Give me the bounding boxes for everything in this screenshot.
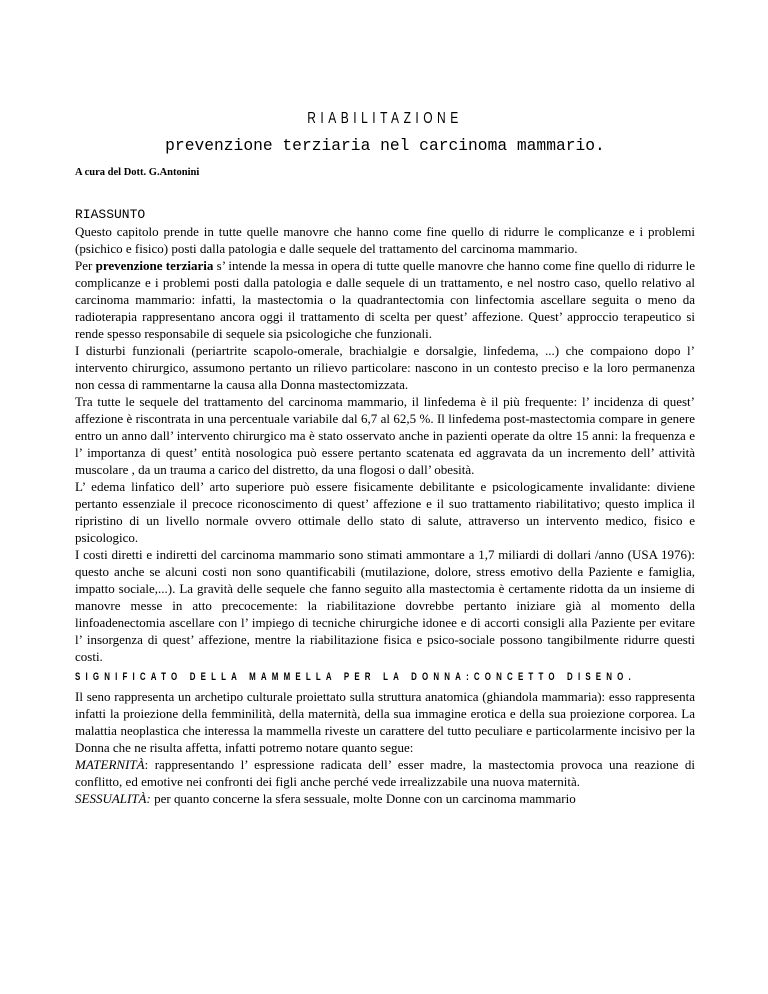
paragraph-8-label: MATERNITÀ bbox=[75, 757, 145, 772]
section-heading-riassunto: RIASSUNTO bbox=[75, 207, 146, 222]
paragraph-4: Tra tutte le sequele del trattamento del carcinoma mammario, il linfedema è il più frequente: l’ incidenza di quest’ affezione è riscontrata in una percentuale variabile dal 6,7 al 62,5 %. Il linfedema post-mastectomia compare in genere entro un anno dall’ intervento chirurgico ma è stato osservato anche in pazienti operate da oltre 15 anni: la frequenza e l’ importanza di quest’ entità nosologica può essere pertanto scatenata ed aggravata da un incremento dell’ attività muscolare , da un trauma a carico del distretto, da una flogosi o dall’ obesità. bbox=[75, 394, 695, 477]
paragraph-2-bold-term: prevenzione terziaria bbox=[95, 258, 214, 273]
paragraph-1: Questo capitolo prende in tutte quelle manovre che hanno come fine quello di ridurre le complicanze e i problemi (psichico e fisico) posti dalla patologia e dalle sequele del trattamento del carcinoma mammario. bbox=[75, 224, 695, 256]
paragraph-9-text: per quanto concerne la sfera sessuale, molte Donne con un carcinoma mammario bbox=[150, 791, 576, 806]
paragraph-8 bbox=[75, 756, 695, 790]
paragraph-2-rest: s’ intende la messa in opera di tutte quelle manovre che hanno come fine quello di ridurre le complicanze e i problemi posti dalla patologia e dalle sequele di un trattamento, e nel nostro caso, quello relativo al carcinoma mammario: infatti, la mastectomia o la quadrantectomia con linfectomia ascellare seguita o meno da radioterapia rappresentano ancora oggi il trattamento di scelta per quest’ affezione. Quest’ approccio terapeutico si rende spesso responsabile di sequele sia psicologiche che funzionali. bbox=[75, 258, 695, 341]
section-heading-significato: SIGNIFICATO DELLA MAMMELLA PER LA DONNA:CONCETTO DISENO. bbox=[75, 671, 636, 683]
paragraph-8-text: : rappresentando l’ espressione radicata dell’ esser madre, la mastectomia provoca una reazione di conflitto, ed emotive nei confronti dei figli anche perché vede irrealizzabile una nuova maternità. bbox=[75, 757, 695, 789]
paragraph-2-lead: Per bbox=[75, 258, 96, 273]
paragraph-3: I disturbi funzionali (periartrite scapolo-omerale, brachialgie e dorsalgie, linfedema, ...) che compaiono dopo l’ intervento chirurgico, assumono pertanto un rilievo particolare: nascono in un contesto preciso e la loro permanenza non cessa di rammentarne la causa alla Donna mastectomizzata. bbox=[75, 343, 695, 392]
document-subtitle: prevenzione terziaria nel carcinoma mammario. bbox=[165, 136, 605, 155]
paragraph-5: L’ edema linfatico dell’ arto superiore può essere fisicamente debilitante e psicologicamente invalidante: diviene pertanto essenziale il precoce riconoscimento di quest’ affezione e il suo trattamento riabilitativo; questo implica il ripristino di un livello normale ovvero ottimale dello stato di salute, attraverso un intervento medico, fisico e psicologico. bbox=[75, 479, 695, 545]
author-line: A cura del Dott. G.Antonini bbox=[75, 167, 200, 178]
paragraph-2 bbox=[75, 257, 695, 342]
paragraph-6: I costi diretti e indiretti del carcinoma mammario sono stimati ammontare a 1,7 miliardi di dollari /anno (USA 1976): questo anche se alcuni costi non sono quantificabili (mutilazione, dolore, stress emotivo della Paziente e famiglia, impatto sociale,...). La gravità delle sequele che fanno seguito alla mastectomia è certamente ridotta da un insieme di manovre messe in atto precocemente: la riabilitazione dovrebbe pertanto iniziare già al momento della linfoadenectomia ascellare con l’ impiego di tecniche chirurgiche idonee e di accorti consigli alla Paziente per evitare l’ insorgenza di quest’ affezione, mentre la riabilitazione fisica e psico-sociale possono tangibilmente ridurre questi costi. bbox=[75, 547, 695, 664]
paragraph-9 bbox=[75, 790, 695, 807]
document-body bbox=[75, 110, 695, 807]
document-title: RIABILITAZIONE bbox=[307, 110, 463, 127]
paragraph-9-label: SESSUALITÀ: bbox=[75, 791, 151, 806]
paragraph-7: Il seno rappresenta un archetipo culturale proiettato sulla struttura anatomica (ghiandola mammaria): esso rappresenta infatti la proiezione della femminilità, della maternità, della sua immagine erotica e della sua proiezione corporea. La malattia neoplastica che interessa la mammella riveste un carattere del tutto peculiare e particolarmente incisivo per la Donna che ne risulta affetta, infatti potremo notare quanto segue: bbox=[75, 689, 695, 755]
